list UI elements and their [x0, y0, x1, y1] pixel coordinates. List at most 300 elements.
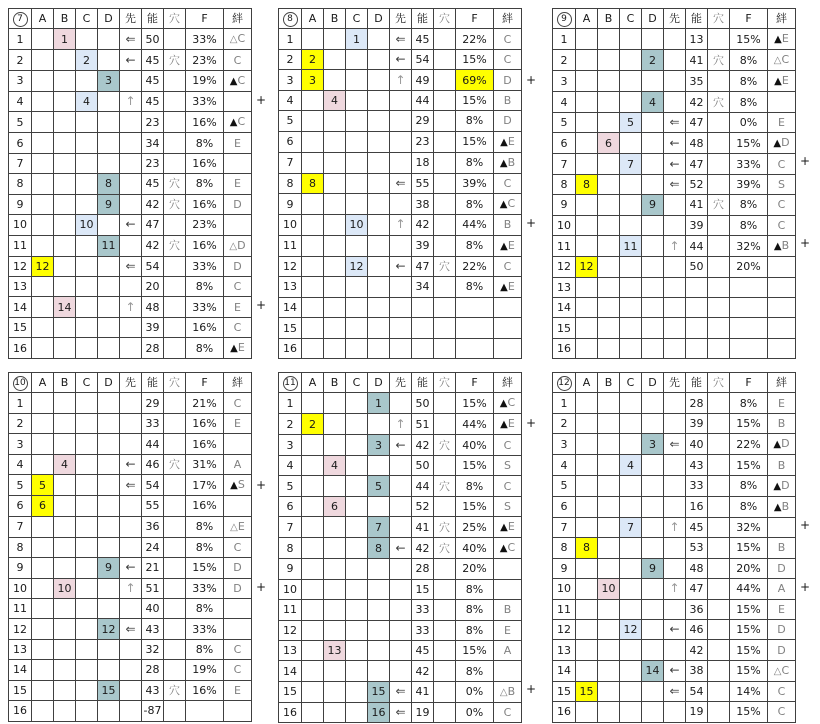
mark-cell-D: [368, 559, 390, 579]
sen-cell: [390, 215, 412, 235]
mark-cell-C: [346, 49, 368, 69]
column-header-D: D: [642, 373, 664, 393]
mark-cell-A: [302, 152, 324, 173]
mark-cell-C: [620, 702, 642, 722]
direction-arrow: ⇐: [395, 175, 406, 190]
table-row: [279, 681, 522, 702]
f-cell: 17%: [186, 475, 224, 496]
row-number: 5: [9, 112, 32, 133]
mark-cell-A: 15: [576, 681, 598, 701]
column-header-絆: 絆: [224, 373, 252, 393]
kizuna-letter: C: [503, 259, 512, 273]
column-header-A: A: [576, 373, 598, 393]
mark-cell-A: [302, 393, 324, 414]
column-header-先: 先: [664, 9, 686, 29]
row-number: 6: [9, 496, 32, 516]
nou-cell: 45: [412, 640, 434, 660]
mark-cell-C: [76, 680, 98, 700]
nou-cell: 47: [686, 154, 708, 174]
kizuna-letter: B: [781, 239, 790, 253]
mark-cell-D: [98, 413, 120, 433]
mark-cell-B: [598, 215, 620, 235]
table-row: [279, 152, 522, 173]
mark-cell-D: 9: [98, 558, 120, 578]
mark-cell-C: [620, 338, 642, 358]
kizuna-cell: [768, 154, 796, 174]
mark-cell-A: 6: [32, 496, 54, 516]
filled-triangle-icon: ▲: [230, 343, 238, 355]
ana-cell: 穴: [434, 538, 456, 559]
row-number: 9: [9, 194, 32, 214]
sen-cell: [664, 215, 686, 235]
mark-cell-D: [368, 194, 390, 215]
table-row: [279, 393, 522, 414]
kizuna-cell: [224, 194, 252, 214]
table-number-header: [9, 373, 32, 393]
sen-cell: [664, 579, 686, 599]
kizuna-letter: E: [234, 300, 241, 314]
kizuna-letter: E: [781, 32, 789, 46]
kizuna-cell: [494, 338, 522, 358]
mark-cell-B: [324, 600, 346, 620]
f-cell: 8%: [186, 537, 224, 557]
column-header-B: B: [324, 9, 346, 29]
mark-cell-B: [54, 598, 76, 618]
mark-cell-C: [346, 517, 368, 538]
filled-triangle-icon: ▲: [773, 480, 782, 492]
kizuna-cell: [224, 133, 252, 153]
mark-cell-C: 12: [346, 256, 368, 276]
plus-marker: +: [256, 93, 267, 108]
sen-cell: [664, 154, 686, 174]
filled-triangle-icon: ▲: [774, 34, 782, 46]
nou-cell: 45: [142, 50, 164, 70]
kizuna-cell: [494, 297, 522, 317]
sen-cell: [664, 50, 686, 71]
row-number: 12: [553, 257, 576, 277]
sen-cell: [390, 338, 412, 358]
nou-cell: 33: [142, 413, 164, 433]
mark-cell-C: [76, 317, 98, 337]
nou-cell: 42: [686, 92, 708, 112]
mark-cell-A: [302, 297, 324, 317]
mark-cell-C: [346, 393, 368, 414]
kizuna-cell: [768, 338, 796, 358]
nou-cell: 52: [686, 174, 708, 194]
data-table: [8, 8, 252, 359]
plus-marker: +: [800, 236, 811, 251]
column-header-B: B: [54, 373, 76, 393]
ana-cell: [708, 434, 730, 455]
row-number: 7: [9, 516, 32, 537]
row-number: 8: [553, 538, 576, 558]
mark-cell-A: 2: [302, 414, 324, 435]
row-number: 12: [279, 620, 302, 640]
table-row: [279, 559, 522, 579]
kizuna-letter: D: [781, 136, 790, 150]
mark-cell-B: [54, 558, 76, 578]
nou-cell: 54: [412, 49, 434, 69]
f-cell: 8%: [730, 496, 768, 517]
row-number: 10: [553, 215, 576, 235]
f-cell: 14%: [730, 681, 768, 701]
row-number: 9: [553, 195, 576, 215]
mark-cell-C: [620, 434, 642, 455]
sen-cell: [664, 455, 686, 475]
nou-cell: 47: [142, 215, 164, 235]
mark-cell-D: [98, 393, 120, 413]
ana-cell: [434, 393, 456, 414]
row-number: 3: [9, 70, 32, 91]
row-number: 13: [9, 639, 32, 659]
mark-cell-C: [76, 413, 98, 433]
sen-cell: [664, 112, 686, 132]
mark-cell-C: [346, 90, 368, 110]
nou-cell: 39: [412, 235, 434, 256]
f-cell: 16%: [186, 434, 224, 454]
row-number: 3: [279, 70, 302, 90]
table-row: [279, 661, 522, 681]
column-header-F: F: [186, 9, 224, 29]
nou-cell: 39: [142, 317, 164, 337]
mark-cell-B: [324, 111, 346, 131]
sen-cell: [664, 257, 686, 277]
mark-cell-D: [368, 455, 390, 475]
nou-cell: 50: [412, 455, 434, 475]
mark-cell-B: [598, 496, 620, 517]
table-row: [9, 639, 252, 659]
kizuna-letter: B: [503, 93, 512, 107]
mark-cell-D: 11: [98, 235, 120, 256]
table-row: [279, 215, 522, 235]
column-header-絆: 絆: [768, 373, 796, 393]
column-header-C: C: [620, 373, 642, 393]
mark-cell-A: [32, 235, 54, 256]
row-number: 10: [9, 215, 32, 235]
mark-cell-B: [598, 538, 620, 558]
direction-arrow: ←: [125, 456, 136, 471]
header-row: [279, 9, 522, 29]
mark-cell-B: [54, 434, 76, 454]
mark-cell-B: [324, 338, 346, 358]
row-number: 15: [279, 318, 302, 338]
mark-cell-C: [346, 702, 368, 722]
mark-cell-B: [324, 435, 346, 455]
column-header-能: 能: [686, 9, 708, 29]
mark-cell-D: 3: [642, 434, 664, 455]
sen-cell: [664, 393, 686, 413]
f-cell: 23%: [186, 50, 224, 70]
nou-cell: 28: [412, 559, 434, 579]
mark-cell-A: [32, 393, 54, 413]
plus-marker: +: [526, 72, 537, 87]
kizuna-cell: [768, 50, 796, 71]
kizuna-cell: [224, 29, 252, 50]
nou-cell: -87: [142, 701, 164, 721]
kizuna-cell: [224, 317, 252, 337]
f-cell: [730, 318, 768, 338]
kizuna-letter: C: [503, 176, 512, 190]
plus-marker: +: [800, 154, 811, 169]
mark-cell-A: [576, 599, 598, 619]
nou-cell: 23: [142, 112, 164, 133]
kizuna-letter: B: [777, 541, 786, 555]
nou-cell: 54: [142, 475, 164, 496]
f-cell: 8%: [186, 276, 224, 296]
nou-cell: 44: [412, 90, 434, 110]
kizuna-letter: C: [237, 115, 246, 129]
mark-cell-B: [54, 317, 76, 337]
mark-cell-A: [576, 215, 598, 235]
row-number: 2: [553, 413, 576, 433]
row-number: 11: [9, 235, 32, 256]
kizuna-cell: [224, 50, 252, 70]
mark-cell-A: [576, 640, 598, 660]
kizuna-cell: [768, 257, 796, 277]
outline-triangle-icon: △: [773, 665, 782, 677]
mark-cell-D: [642, 297, 664, 317]
mark-cell-C: [76, 701, 98, 721]
sen-cell: [120, 619, 142, 639]
mark-cell-D: [642, 277, 664, 297]
table-row: [9, 701, 252, 721]
nou-cell: 43: [686, 455, 708, 475]
sen-cell: [390, 393, 412, 414]
table-row: [9, 558, 252, 578]
mark-cell-C: 2: [76, 50, 98, 70]
ana-cell: [164, 537, 186, 557]
sen-cell: [390, 496, 412, 516]
mark-cell-D: [642, 640, 664, 660]
kizuna-cell: [224, 215, 252, 235]
mark-cell-B: [324, 29, 346, 49]
ana-cell: [434, 297, 456, 317]
row-number: 14: [9, 297, 32, 317]
row-number: 10: [9, 578, 32, 598]
ana-cell: [164, 413, 186, 433]
sen-cell: [120, 50, 142, 70]
sen-cell: [120, 496, 142, 516]
row-number: 8: [9, 537, 32, 557]
sen-cell: [664, 640, 686, 660]
table-row: [279, 455, 522, 475]
mark-cell-D: [368, 131, 390, 152]
mark-cell-A: [302, 256, 324, 276]
mark-cell-A: [302, 620, 324, 640]
f-cell: 16%: [186, 235, 224, 256]
sen-cell: [390, 559, 412, 579]
mark-cell-B: [324, 173, 346, 193]
f-cell: 8%: [456, 620, 494, 640]
nou-cell: 48: [686, 133, 708, 154]
kizuna-letter: S: [504, 499, 511, 513]
kizuna-letter: C: [781, 663, 790, 677]
sen-cell: [390, 600, 412, 620]
row-number: 6: [279, 131, 302, 152]
filled-triangle-icon: ▲: [773, 241, 782, 253]
f-cell: 16%: [186, 413, 224, 433]
kizuna-cell: [224, 338, 252, 359]
ana-cell: [164, 153, 186, 173]
f-cell: [730, 338, 768, 358]
mark-cell-A: [302, 194, 324, 215]
kizuna-cell: [494, 681, 522, 702]
kizuna-letter: C: [507, 197, 516, 211]
f-cell: 15%: [730, 640, 768, 660]
row-number: 10: [553, 579, 576, 599]
kizuna-letter: C: [233, 396, 242, 410]
kizuna-letter: D: [233, 259, 242, 273]
ana-cell: [434, 681, 456, 702]
nou-cell: 28: [142, 338, 164, 359]
nou-cell: 41: [412, 517, 434, 538]
mark-cell-D: 8: [98, 174, 120, 194]
sen-cell: [390, 152, 412, 173]
table-row: [553, 640, 796, 660]
f-cell: 33%: [186, 297, 224, 317]
table-number-header: [279, 373, 302, 393]
mark-cell-C: [620, 681, 642, 701]
sen-cell: [664, 236, 686, 257]
row-number: 6: [279, 496, 302, 516]
kizuna-cell: [494, 579, 522, 599]
mark-cell-B: 4: [324, 90, 346, 110]
kizuna-letter: C: [233, 663, 242, 677]
kizuna-cell: [224, 91, 252, 111]
row-number: 1: [553, 29, 576, 50]
ana-cell: [164, 215, 186, 235]
column-header-C: C: [76, 373, 98, 393]
sen-cell: [120, 297, 142, 317]
nou-cell: 44: [412, 476, 434, 496]
table-8: [278, 8, 537, 359]
mark-cell-C: [620, 538, 642, 558]
mark-cell-A: [576, 154, 598, 174]
mark-cell-B: [54, 619, 76, 639]
column-header-能: 能: [412, 9, 434, 29]
f-cell: 19%: [186, 70, 224, 91]
mark-cell-A: [576, 579, 598, 599]
sen-cell: [390, 235, 412, 256]
ana-cell: [708, 112, 730, 132]
mark-cell-A: [32, 70, 54, 91]
direction-arrow: ←: [669, 622, 680, 637]
ana-cell: [434, 276, 456, 297]
mark-cell-B: [324, 538, 346, 559]
column-header-C: C: [346, 373, 368, 393]
kizuna-cell: [494, 702, 522, 722]
table-row: [279, 702, 522, 722]
mark-cell-C: [620, 599, 642, 619]
mark-cell-D: [642, 619, 664, 639]
row-number: 11: [9, 598, 32, 618]
kizuna-cell: [768, 640, 796, 660]
mark-cell-B: [598, 702, 620, 722]
nou-cell: 43: [142, 680, 164, 700]
mark-cell-B: [598, 236, 620, 257]
row-number: 8: [279, 173, 302, 193]
table-row: [9, 413, 252, 433]
ana-cell: 穴: [708, 195, 730, 215]
kizuna-letter: E: [234, 683, 241, 697]
sen-cell: [120, 475, 142, 496]
sen-cell: [120, 153, 142, 173]
table-row: [553, 599, 796, 619]
mark-cell-B: [598, 257, 620, 277]
sen-cell: [120, 537, 142, 557]
mark-cell-D: [642, 29, 664, 50]
kizuna-letter: E: [507, 134, 515, 148]
sen-cell: [664, 517, 686, 537]
mark-cell-C: [620, 133, 642, 154]
mark-cell-C: [346, 640, 368, 660]
mark-cell-A: [576, 517, 598, 537]
sen-cell: [664, 29, 686, 50]
mark-cell-C: [76, 194, 98, 214]
row-number: 1: [553, 393, 576, 413]
mark-cell-C: [620, 277, 642, 297]
nou-cell: 54: [142, 256, 164, 276]
mark-cell-C: [76, 496, 98, 516]
ana-cell: [164, 133, 186, 153]
row-number: 13: [553, 640, 576, 660]
mark-cell-C: [76, 475, 98, 496]
table-row: [553, 475, 796, 496]
kizuna-cell: [768, 297, 796, 317]
data-table: [8, 372, 252, 722]
mark-cell-B: [598, 599, 620, 619]
kizuna-cell: [224, 558, 252, 578]
kizuna-cell: [768, 195, 796, 215]
mark-cell-D: [368, 579, 390, 599]
row-number: 4: [279, 455, 302, 475]
header-row: [279, 373, 522, 393]
row-number: 13: [9, 276, 32, 296]
f-cell: 15%: [730, 413, 768, 433]
mark-cell-D: [642, 496, 664, 517]
column-header-先: 先: [120, 9, 142, 29]
table-row: [553, 92, 796, 112]
column-header-A: A: [32, 9, 54, 29]
mark-cell-A: [32, 639, 54, 659]
row-number: 14: [9, 660, 32, 680]
kizuna-cell: [494, 559, 522, 579]
mark-cell-D: [368, 338, 390, 358]
table-row: [9, 174, 252, 194]
mark-cell-D: [368, 49, 390, 69]
column-header-能: 能: [142, 373, 164, 393]
mark-cell-B: [324, 559, 346, 579]
kizuna-cell: [494, 318, 522, 338]
sen-cell: [120, 215, 142, 235]
mark-cell-A: [32, 153, 54, 173]
table-number-header: [9, 9, 32, 29]
nou-cell: 46: [142, 454, 164, 474]
mark-cell-A: [32, 701, 54, 721]
kizuna-cell: [224, 701, 252, 721]
ana-cell: [434, 173, 456, 193]
mark-cell-B: [324, 297, 346, 317]
sen-cell: [390, 476, 412, 496]
row-number: 14: [279, 297, 302, 317]
f-cell: 22%: [456, 256, 494, 276]
table-row: [279, 435, 522, 455]
row-number: 5: [553, 475, 576, 496]
mark-cell-C: [76, 516, 98, 537]
mark-cell-C: [76, 660, 98, 680]
kizuna-letter: D: [503, 114, 512, 128]
row-number: 13: [279, 276, 302, 297]
